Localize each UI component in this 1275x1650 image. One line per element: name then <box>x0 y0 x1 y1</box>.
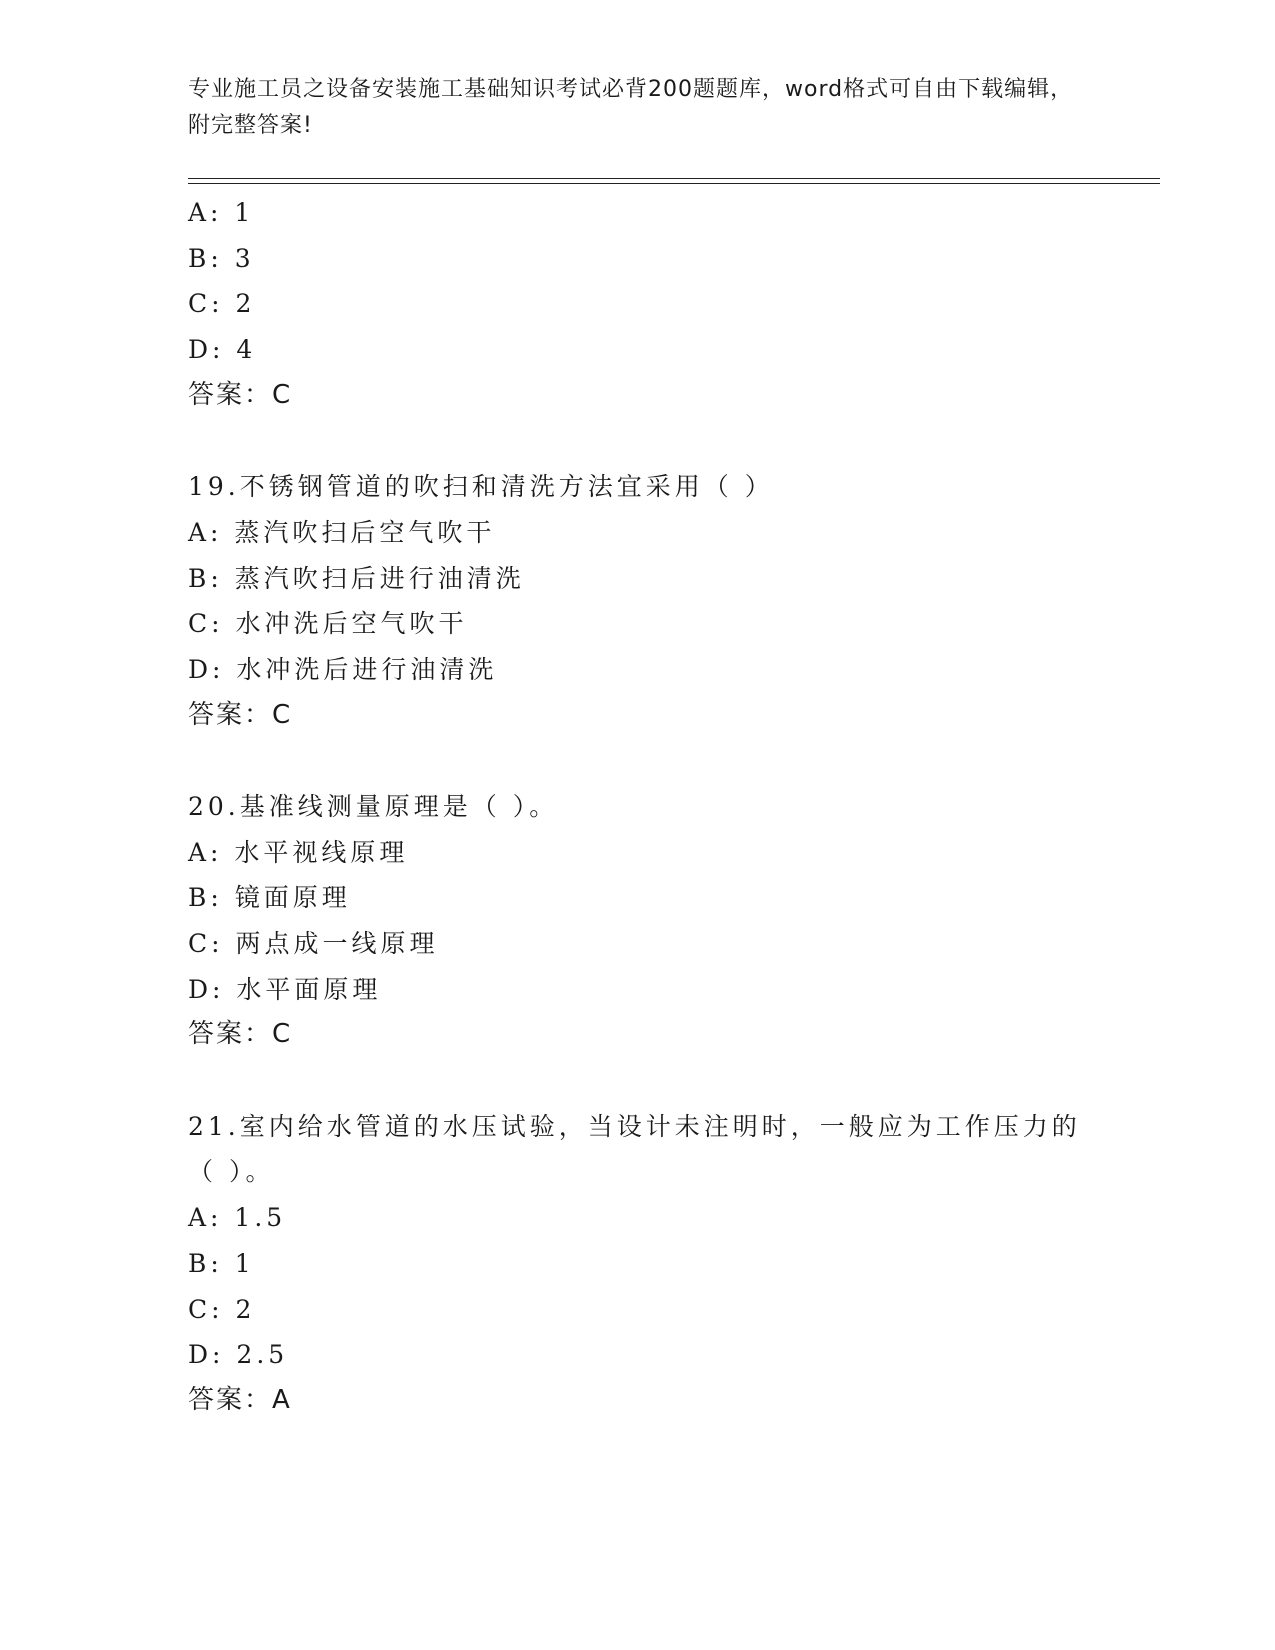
page-header-title: 专业施工员之设备安装施工基础知识考试必背200题题库，word格式可自由下载编辑，附完整答案! <box>188 77 1074 138</box>
spacer <box>188 738 1148 784</box>
option-c: C: 2 <box>188 289 256 319</box>
question-text: 21.室内给水管道的水压试验，当设计未注明时，一般应为工作压力的（ ）。 <box>188 1111 1081 1187</box>
question-block-20 <box>188 784 1148 1058</box>
spacer <box>188 418 1148 464</box>
option-c: C: 水冲洗后空气吹干 <box>188 609 468 639</box>
option-c: C: 两点成一线原理 <box>188 929 439 959</box>
option-b: B: 蒸汽吹扫后进行油清洗 <box>188 563 525 593</box>
option-d: D: 4 <box>188 335 257 365</box>
option-b: B: 1 <box>188 1248 255 1278</box>
question-block-19 <box>188 464 1148 738</box>
answer-line: 答案：C <box>188 699 293 730</box>
question-list <box>188 190 1148 1424</box>
option-d: D: 水平面原理 <box>188 974 382 1004</box>
question-text: 20.基准线测量原理是（ ）。 <box>188 791 559 821</box>
option-b: B: 镜面原理 <box>188 883 351 913</box>
option-a: A: 1 <box>188 198 255 227</box>
answer-line: 答案：C <box>188 1019 293 1050</box>
option-c: C: 2 <box>188 1294 256 1324</box>
answer-line: 答案：A <box>188 1384 292 1415</box>
option-b: B: 3 <box>188 243 255 273</box>
option-a: A: 蒸汽吹扫后空气吹干 <box>188 517 496 547</box>
answer-line: 答案：C <box>188 379 293 410</box>
question-block-prev <box>188 190 1148 418</box>
option-d: D: 水冲洗后进行油清洗 <box>188 654 498 684</box>
question-text: 19.不锈钢管道的吹扫和清洗方法宜采用（ ） <box>188 472 774 502</box>
header-divider <box>188 178 1160 184</box>
option-a: A: 1.5 <box>188 1203 287 1233</box>
option-a: A: 水平视线原理 <box>188 837 409 867</box>
option-d: D: 2.5 <box>188 1340 289 1370</box>
question-block-21 <box>188 1104 1148 1424</box>
spacer <box>188 1058 1148 1104</box>
